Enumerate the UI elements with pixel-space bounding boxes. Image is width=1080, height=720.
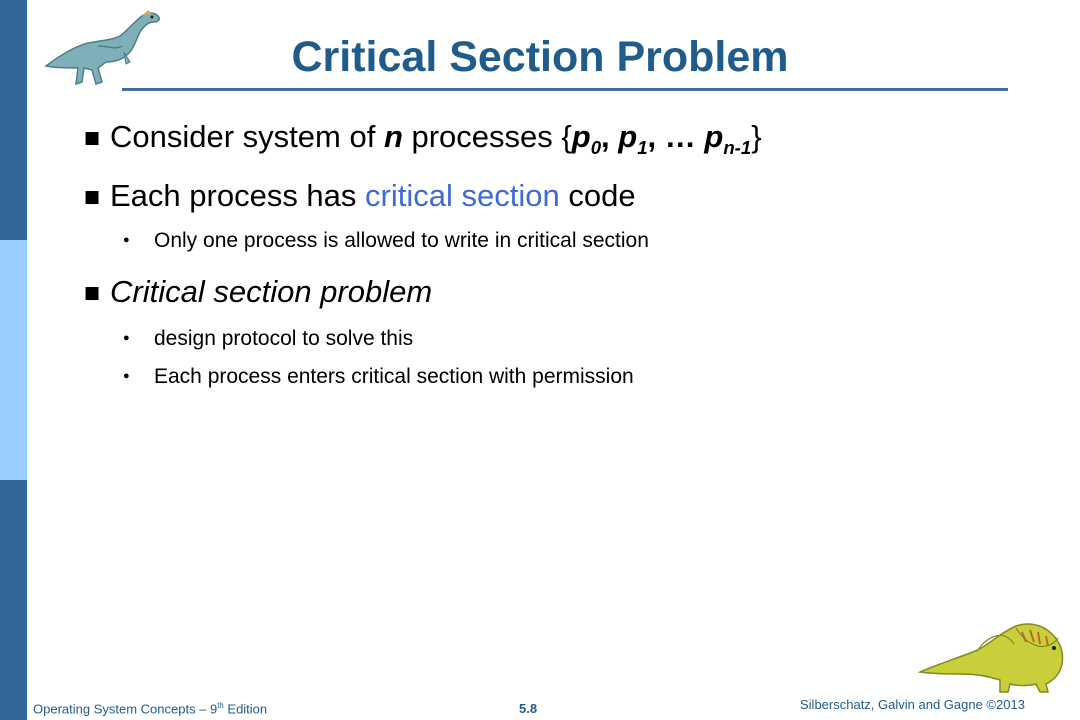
sub-bullet-design-protocol: design protocol to solve this [154, 327, 414, 350]
page-number: 5.8 [519, 701, 538, 716]
var-p1 [618, 119, 648, 159]
bullet-marker-2: ■ [84, 187, 101, 207]
var-n: n [383, 119, 403, 154]
bullet-text-suffix: code [559, 178, 636, 213]
p0-subscript: 0 [590, 137, 602, 159]
bullet-critical-section-problem: Critical section problem [110, 274, 433, 309]
bullet-marker-3: ■ [84, 283, 101, 303]
var-pn [704, 119, 752, 159]
highlight-critical-section: critical section [365, 178, 560, 213]
footer-edition-text: Edition [223, 701, 268, 717]
pn-subscript: n-1 [723, 137, 752, 159]
separator-2: , … [647, 119, 705, 154]
pn-base: p [704, 119, 724, 154]
sidebar-band-bottom [0, 480, 27, 720]
footer-edition-superscript: th [217, 701, 224, 710]
title-divider [122, 88, 1008, 91]
sidebar [0, 0, 27, 720]
bullet-text-close: } [751, 119, 762, 154]
footer-authors: Silberschatz, Galvin and Gagne ©2013 [800, 697, 1025, 712]
bullet-consider-system [110, 119, 762, 159]
dinosaur-footer-icon [918, 614, 1068, 694]
bullet-marker-1: ■ [84, 128, 101, 148]
var-p0 [571, 119, 602, 159]
separator-1: , [601, 119, 619, 154]
sub-bullet-marker: ● [123, 332, 130, 344]
p1-base: p [618, 119, 638, 154]
sub-bullet-only-one-process: Only one process is allowed to write in critical section [154, 229, 649, 252]
sub-bullet-enters-with-permission: Each process enters critical section with permission [154, 365, 634, 388]
p0-base: p [571, 119, 591, 154]
footer-book-title [33, 701, 267, 716]
bullet-text-prefix: Consider system of [110, 119, 384, 154]
bullet-text-middle: processes { [402, 119, 572, 154]
bullet-text-prefix: Each process has [110, 178, 366, 213]
bullet-each-process [110, 178, 636, 214]
sidebar-band-middle [0, 240, 27, 480]
sub-bullet-marker: ● [123, 234, 130, 246]
p1-subscript: 1 [637, 137, 648, 159]
page-title: Critical Section Problem [291, 33, 789, 81]
footer-book-title-text: Operating System Concepts – 9 [33, 701, 218, 717]
sub-bullet-marker: ● [123, 370, 130, 382]
